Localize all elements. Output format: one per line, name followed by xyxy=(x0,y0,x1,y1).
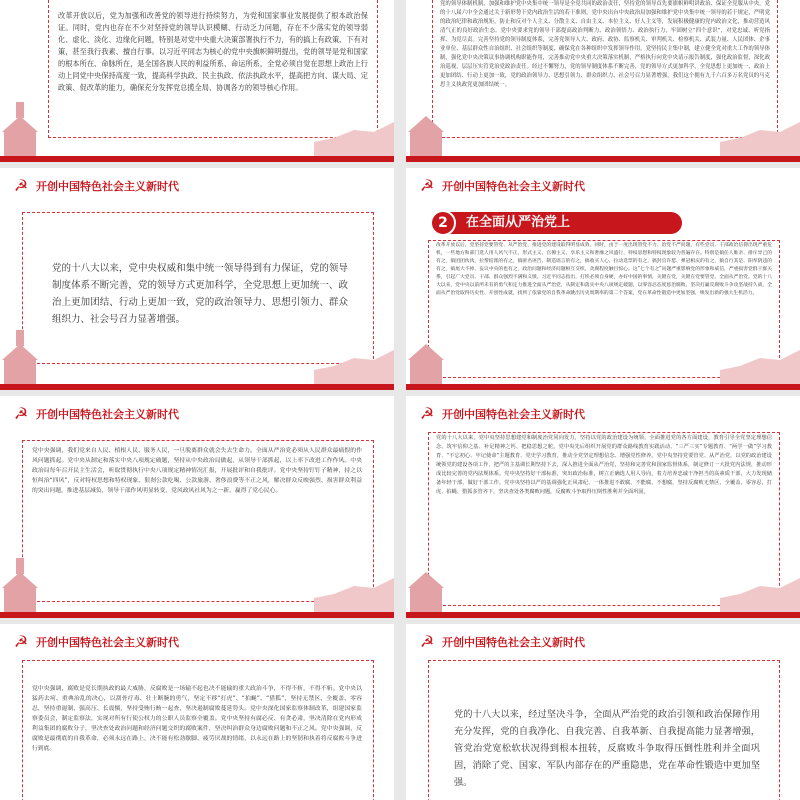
bottom-stripe xyxy=(0,384,394,390)
tiananmen-decoration xyxy=(0,300,40,390)
bottom-stripe xyxy=(406,156,800,162)
party-emblem-icon: ☭ xyxy=(419,632,435,651)
slide-header xyxy=(0,396,394,432)
header-title: 开创中国特色社会主义新时代 xyxy=(442,636,585,649)
section-badge xyxy=(438,212,682,234)
header-title: 开创中国特色社会主义新时代 xyxy=(442,408,585,421)
header-title: 开创中国特色社会主义新时代 xyxy=(442,180,585,193)
bottom-stripe xyxy=(406,384,800,390)
slide-8 xyxy=(406,624,800,800)
tiananmen-decoration xyxy=(406,300,446,390)
party-emblem-icon: ☭ xyxy=(419,176,435,195)
slide-6 xyxy=(406,396,800,618)
bottom-stripe xyxy=(0,156,394,162)
great-wall-decoration xyxy=(314,330,394,390)
party-emblem-icon: ☭ xyxy=(419,404,435,423)
slide-header xyxy=(0,624,394,660)
slide-header xyxy=(406,168,800,204)
bottom-stripe xyxy=(406,612,800,618)
slide-text: 党的领导体制机制，加强和维护党中央集中统一领导是全党共同的政治责任，坚持党的领导首先要旗帜鲜明讲政治、保证全党服从中央。党的十八届六中全会通过关于新形势下党内政治生活的若干准则，党中央出台中央政治局加强和维护党中央集中统一领导的若干规定，严明党的政治纪律和政治规矩，防止和反对个人主义、分散主义、自由主义、本位主义、好人主义等，发展积极健康的党内政治文化，推动营造风清气正的良好政治生态。党中央要求党的领导干部提高政治判断力、政治领悟力、政治执行力，牢固树立“四个意识”，对党忠诚、听党指挥、为党尽责。完善坚持党的领导制度体系，完善党领导人大、政府、政协、监察机关、审判机关、检察机关、武装力量、人民团体、企事业单位、基层群众性自治组织、社会组织等制度，确保党在各种组织中发挥领导作用。党坚持民主集中制，建立健全党对重大工作的领导体制，强化党中央决策议事协调机构职能作用，完善推动党中央重大决策落实机制，严格执行向党中央请示报告制度，强化政治监督，深化政治巡视，层层压实管党治党政治责任。经过不懈努力，党的领导制度体系不断完善，党的领导方式更加科学，全党思想上更加统一、政治上更加团结、行动上更加一致，党的政治领导力、思想引领力、群众组织力、社会号召力显著增强，我们这个拥有九千六百多万名党员的马克思主义执政党更加团结统一。 xyxy=(440,1,770,88)
section-number: 2 xyxy=(430,210,456,236)
tiananmen-decoration xyxy=(406,72,446,162)
section-label: 在全面从严治党上 xyxy=(466,215,571,230)
header-title: 开创中国特色社会主义新时代 xyxy=(36,408,179,421)
slide-text: 党的十八大以来，党中央坚持思想建党和制度治党同向发力，坚持以党的政治建设为统领，全面推进党的各方面建设，教育引导全党坚定理想信念、筑牢信仰之基、补足精神之钙、把稳思想之舵。党中央先后组织开展党的群众路线教育实践活动、“三严三实”专题教育、“两学一做”学习教育、“不忘初心、牢记使命”主题教育、党史学习教育，推动全党坚定理想信念、增强党性修养。党中央坚持党要管党、从严治党，以党的政治建设统领党的建设各项工作，把严的主基调长期坚持下去，深入推进全面从严治党，坚持和完善党和国家监督体系，制定修订一大批党内法规，推动形成比较完善的党内法规体系。党中央坚持好干部标准，突出政治标准，树立正确选人用人导向，着力培养忠诚干净担当的高素质干部，大力发现储备年轻干部，做好干部工作。党中央坚持以严的基调强化正风肃纪，一体推进不敢腐、不能腐、不想腐，坚持反腐败无禁区、全覆盖、零容忍，打虎、拍蝇、猎狐多管齐下，坚决查处各类腐败问题，反腐败斗争取得压倒性胜利并全面巩固。 xyxy=(436,435,772,495)
slide-text: 党中央强调，我们党来自人民、植根人民、服务人民，一旦脱离群众就会失去生命力。全面从严治党必须从人民群众最痛恨的作风问题抓起。党中央从制定和落实中央八项规定破题，坚持从中央政治局做起，从领导干部抓起，以上率下改进工作作风。中央政治局每年召开民主生活会，听取贯彻执行中央八项规定精神情况汇报，开展批评和自我批评。党中央坚持钉钉子精神，持之以恒纠治“四风”，反对特权思想和特权现象，狠刹公款吃喝、公款旅游、奢侈浪费等不正之风，解决群众反映强烈、损害群众利益的突出问题，推进基层减负，领导干部作风明显转变，党风政风社风为之一新，赢得了党心民心。 xyxy=(32,448,362,494)
slide-1 xyxy=(0,0,394,162)
slide-text: 改革开放以后，党为加强和改善党的领导进行持续努力，为党和国家事业发展提供了根本政治保证。同时，党内也存在不少对坚持党的领导认识模糊、行动乏力问题，存在不少落实党的领导弱化、虚化、淡化、边缘化问题，特别是对党中央重大决策部署执行不力，有的搞上有政策、下有对策，甚至我行我素、擅自行事。以习近平同志为核心的党中央旗帜鲜明提出，党的领导是党和国家的根本所在、命脉所在，是全国各族人民的利益所系、命运所系，全党必须自觉在思想上政治上行动上同党中央保持高度一致，提高科学执政、民主执政、依法执政水平，提高把方向、谋大局、定政策、促改革的能力，确保充分发挥党总揽全局、协调各方的领导核心作用。 xyxy=(58,11,368,92)
slide-3 xyxy=(0,168,394,390)
party-emblem-icon: ☭ xyxy=(13,632,29,651)
great-wall-decoration xyxy=(314,102,394,162)
slide-text: 党的十八大以来，党中央权威和集中统一领导得到有力保证，党的领导制度体系不断完善，党的领导方式更加科学，全党思想上更加统一、政治上更加团结、行动上更加一致，党的政治领导力、思想引领力、群众组织力、社会号召力显著增强。 xyxy=(52,263,348,325)
header-title: 开创中国特色社会主义新时代 xyxy=(36,180,179,193)
slide-header xyxy=(0,168,394,204)
great-wall-decoration xyxy=(720,330,800,390)
tiananmen-decoration xyxy=(0,528,40,618)
slide-text: 改革开放以后，党坚持党要管党、从严治党，推进党的建设取得明显成效。同时，由于一度出现管党不力、治党不严问题，有些党员、干部政治信仰出现严重危机，一些地方和部门选人用人风气不正，形式主义、官僚主义、享乐主义和奢靡之风盛行，特权思想和特权现象较为普遍存在。特别是搞任人唯亲、排斥异己的有之，搞团团伙伙、拉帮结派的有之，搞匿名诬告、制造谣言的有之，搞收买人心、拉动选票的有之，搞封官许愿、弹冠相庆的有之，搞自行其是、阳奉阴违的有之，搞尾大不掉、妄议中央的也有之，政治问题和经济问题相互交织，贪腐程度触目惊心。这“七个有之”问题严重影响党的形象和威信，严重损害党群干群关系，引起广大党员、干部、群众强烈不满和义愤。习近平同志指出，打铁必须自身硬，办好中国的事情，关键在党，关键在党要管党、全面从严治党。党的十八大以来，党中央以前所未有的勇气和定力推进全面从严治党，从制定和落实中央八项规定破题，以零容忍态度惩治腐败，坚决打赢反腐败斗争攻坚战持久战，全面从严治党取得历史性、开创性成就，找到了依靠党的自我革命跳出历史周期率的第二个答案，党在革命性锻造中更加坚强，焕发出新的强大生机活力。 xyxy=(436,243,772,296)
slide-4 xyxy=(406,168,800,390)
slide-2 xyxy=(406,0,800,162)
slide-5 xyxy=(0,396,394,618)
great-wall-decoration xyxy=(720,558,800,618)
party-emblem-icon: ☭ xyxy=(13,404,29,423)
tiananmen-decoration xyxy=(0,72,40,162)
slide-text: 党中央强调，腐败是党长期执政的最大威胁，反腐败是一场输不起也决不能输的重大政治斗争，不得不斩，不得不斩。党中央以猛药去疴、重典治乱的决心，以刮骨疗毒、壮士断腕的勇气，坚定不移“打虎”、“拍蝇”、“猎狐”，坚持无禁区、全覆盖、零容忍，坚持重遏制、强高压、长震慑，坚持受贿行贿一起查，坚决遏制腐败蔓延势头。党中央深化国家监察体制改革，组建国家监察委员会，制定监察法，实现对所有行使公权力的公职人员监察全覆盖。党中央坚持有腐必反、有贪必肃，坚决清除在党内形成利益集团的腐败分子，坚决查处政治问题和经济问题交织的腐败案件，坚决纠治群众身边腐败问题和不正之风。党中央强调，反腐败是最彻底的自我革命，必须永远在路上，决不能有松劲歇脚、疲劳厌战的情绪，以永远在路上的坚韧和执着将反腐败斗争进行到底。 xyxy=(32,686,362,752)
slide-header xyxy=(406,396,800,432)
party-emblem-icon: ☭ xyxy=(13,176,29,195)
bottom-stripe xyxy=(0,612,394,618)
great-wall-decoration xyxy=(720,102,800,162)
tiananmen-decoration xyxy=(406,528,446,618)
header-title: 开创中国特色社会主义新时代 xyxy=(36,636,179,649)
slide-header xyxy=(406,624,800,660)
great-wall-decoration xyxy=(314,558,394,618)
slide-7 xyxy=(0,624,394,800)
slide-text: 党的十八大以来，经过坚决斗争，全面从严治党的政治引领和政治保障作用充分发挥，党的自我净化、自我完善、自我革新、自我提高能力显著增强，管党治党宽松软状况得到根本扭转，反腐败斗争取得压倒性胜利并全面巩固，消除了党、国家、军队内部存在的严重隐患，党在革命性锻造中更加坚强。 xyxy=(454,709,760,788)
